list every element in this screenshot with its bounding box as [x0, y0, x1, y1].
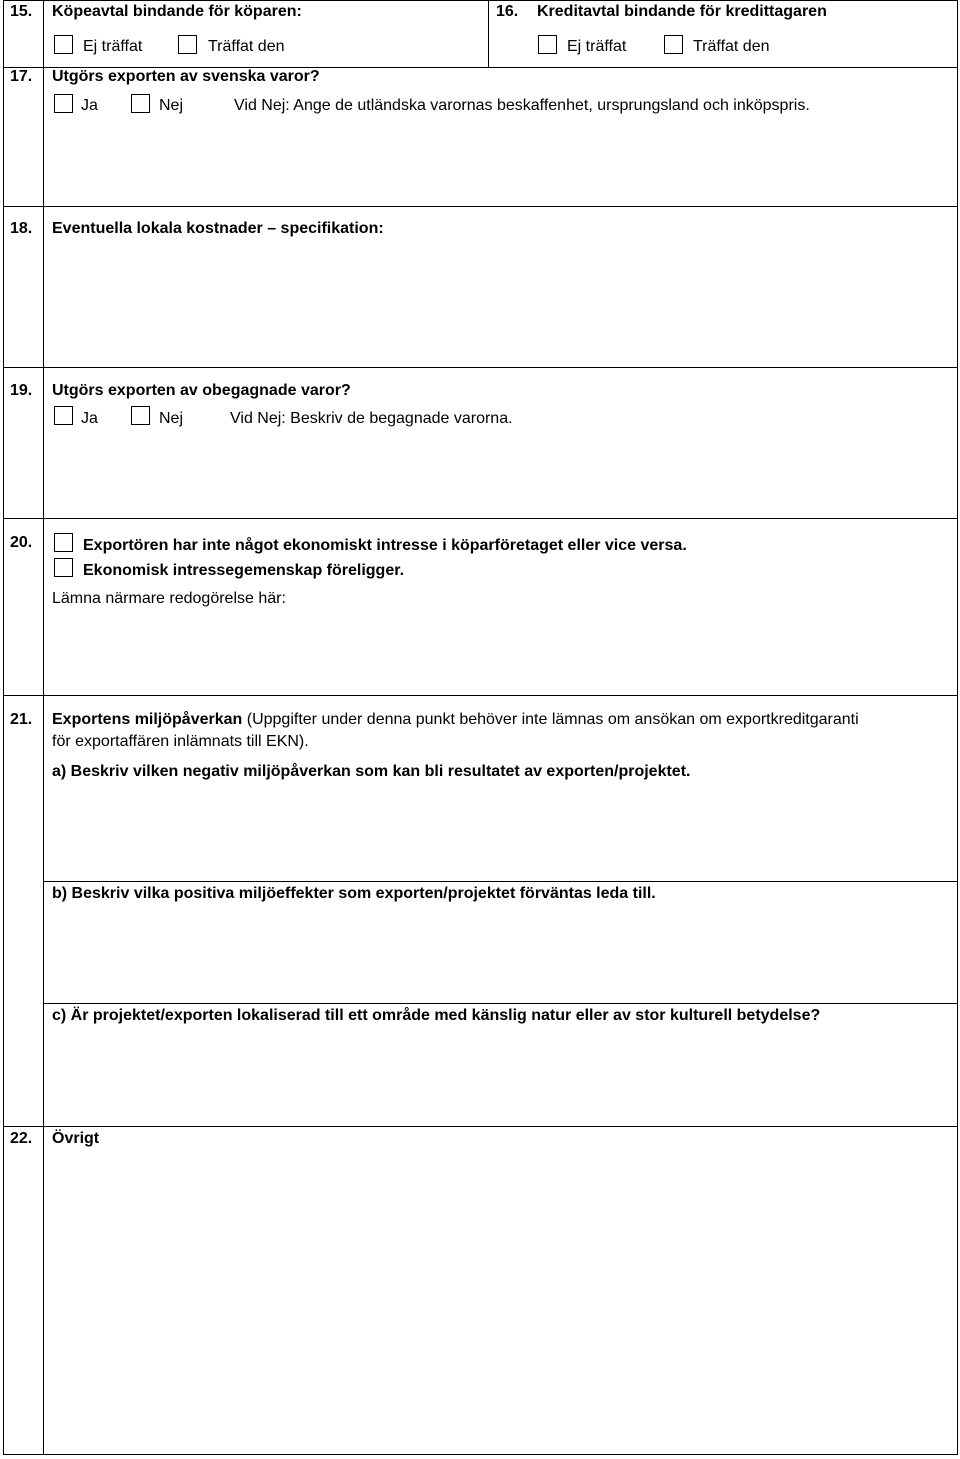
- row15-16-divider: [488, 0, 489, 68]
- section-18-title: Eventuella lokala kostnader – specifikation:: [52, 220, 384, 237]
- section-21-title: [52, 711, 859, 729]
- row-divider: [3, 1126, 958, 1127]
- s19-nej-checkbox[interactable]: [131, 406, 150, 425]
- section-17-title: Utgörs exporten av svenska varor?: [52, 68, 320, 85]
- section-number: 17.: [10, 68, 33, 85]
- s19-ja-label: Ja: [81, 410, 98, 427]
- s19-ja-checkbox[interactable]: [54, 406, 73, 425]
- row-divider: [3, 695, 958, 696]
- s20-no-interest-label: Exportören har inte något ekonomiskt intresse i köparföretaget eller vice versa.: [83, 537, 687, 554]
- subrow-divider: [43, 881, 958, 882]
- s21-question-c: c) Är projektet/exporten lokaliserad till ett område med känslig natur eller av stor kulturell betydelse?: [52, 1007, 821, 1024]
- s15-ej-traffat-checkbox[interactable]: [54, 35, 73, 54]
- row-divider: [3, 367, 958, 368]
- s15-traffat-den-checkbox[interactable]: [178, 35, 197, 54]
- s17-note: Vid Nej: Ange de utländska varornas beskaffenhet, ursprungsland och inköpspris.: [234, 97, 810, 114]
- s19-note: Vid Nej: Beskriv de begagnade varorna.: [230, 410, 513, 427]
- section-21-title-rest: (Uppgifter under denna punkt behöver inte lämnas om ansökan om exportkreditgaranti: [242, 711, 859, 728]
- section-number: 21.: [10, 711, 33, 728]
- number-column-divider: [43, 0, 44, 1455]
- s21-question-a: a) Beskriv vilken negativ miljöpåverkan som kan bli resultatet av exporten/projektet.: [52, 763, 691, 780]
- section-22-title: Övrigt: [52, 1130, 100, 1147]
- s17-nej-label: Nej: [159, 97, 184, 114]
- section-15-title: Köpeavtal bindande för köparen:: [52, 3, 302, 20]
- s16-ej-traffat-checkbox[interactable]: [538, 35, 557, 54]
- section-21-title-line2: för exportaffären inlämnats till EKN).: [52, 733, 309, 750]
- s16-ej-traffat-label: Ej träffat: [567, 38, 627, 55]
- section-number: 20.: [10, 534, 33, 551]
- s20-common-interest-label: Ekonomisk intressegemenskap föreligger.: [83, 562, 405, 579]
- s20-note: Lämna närmare redogörelse här:: [52, 590, 286, 607]
- s19-nej-label: Nej: [159, 410, 184, 427]
- s17-ja-checkbox[interactable]: [54, 94, 73, 113]
- section-number: 16.: [496, 3, 519, 20]
- subrow-divider: [43, 1003, 958, 1004]
- s16-traffat-den-label: Träffat den: [693, 38, 770, 55]
- section-number: 18.: [10, 220, 33, 237]
- row-divider: [3, 206, 958, 207]
- section-number: 15.: [10, 3, 33, 20]
- s20-common-interest-checkbox[interactable]: [54, 558, 73, 577]
- row-divider: [3, 518, 958, 519]
- s17-nej-checkbox[interactable]: [131, 94, 150, 113]
- section-number: 19.: [10, 382, 33, 399]
- s15-ej-traffat-label: Ej träffat: [83, 38, 143, 55]
- section-16-title: Kreditavtal bindande för kredittagaren: [537, 3, 827, 20]
- s20-no-interest-checkbox[interactable]: [54, 533, 73, 552]
- section-19-title: Utgörs exporten av obegagnade varor?: [52, 382, 351, 399]
- s21-question-b: b) Beskriv vilka positiva miljöeffekter som exporten/projektet förväntas leda till.: [52, 885, 656, 902]
- section-number: 22.: [10, 1130, 33, 1147]
- section-21-title-bold: Exportens miljöpåverkan: [52, 711, 243, 728]
- s17-ja-label: Ja: [81, 97, 98, 114]
- s16-traffat-den-checkbox[interactable]: [664, 35, 683, 54]
- s15-traffat-den-label: Träffat den: [208, 38, 285, 55]
